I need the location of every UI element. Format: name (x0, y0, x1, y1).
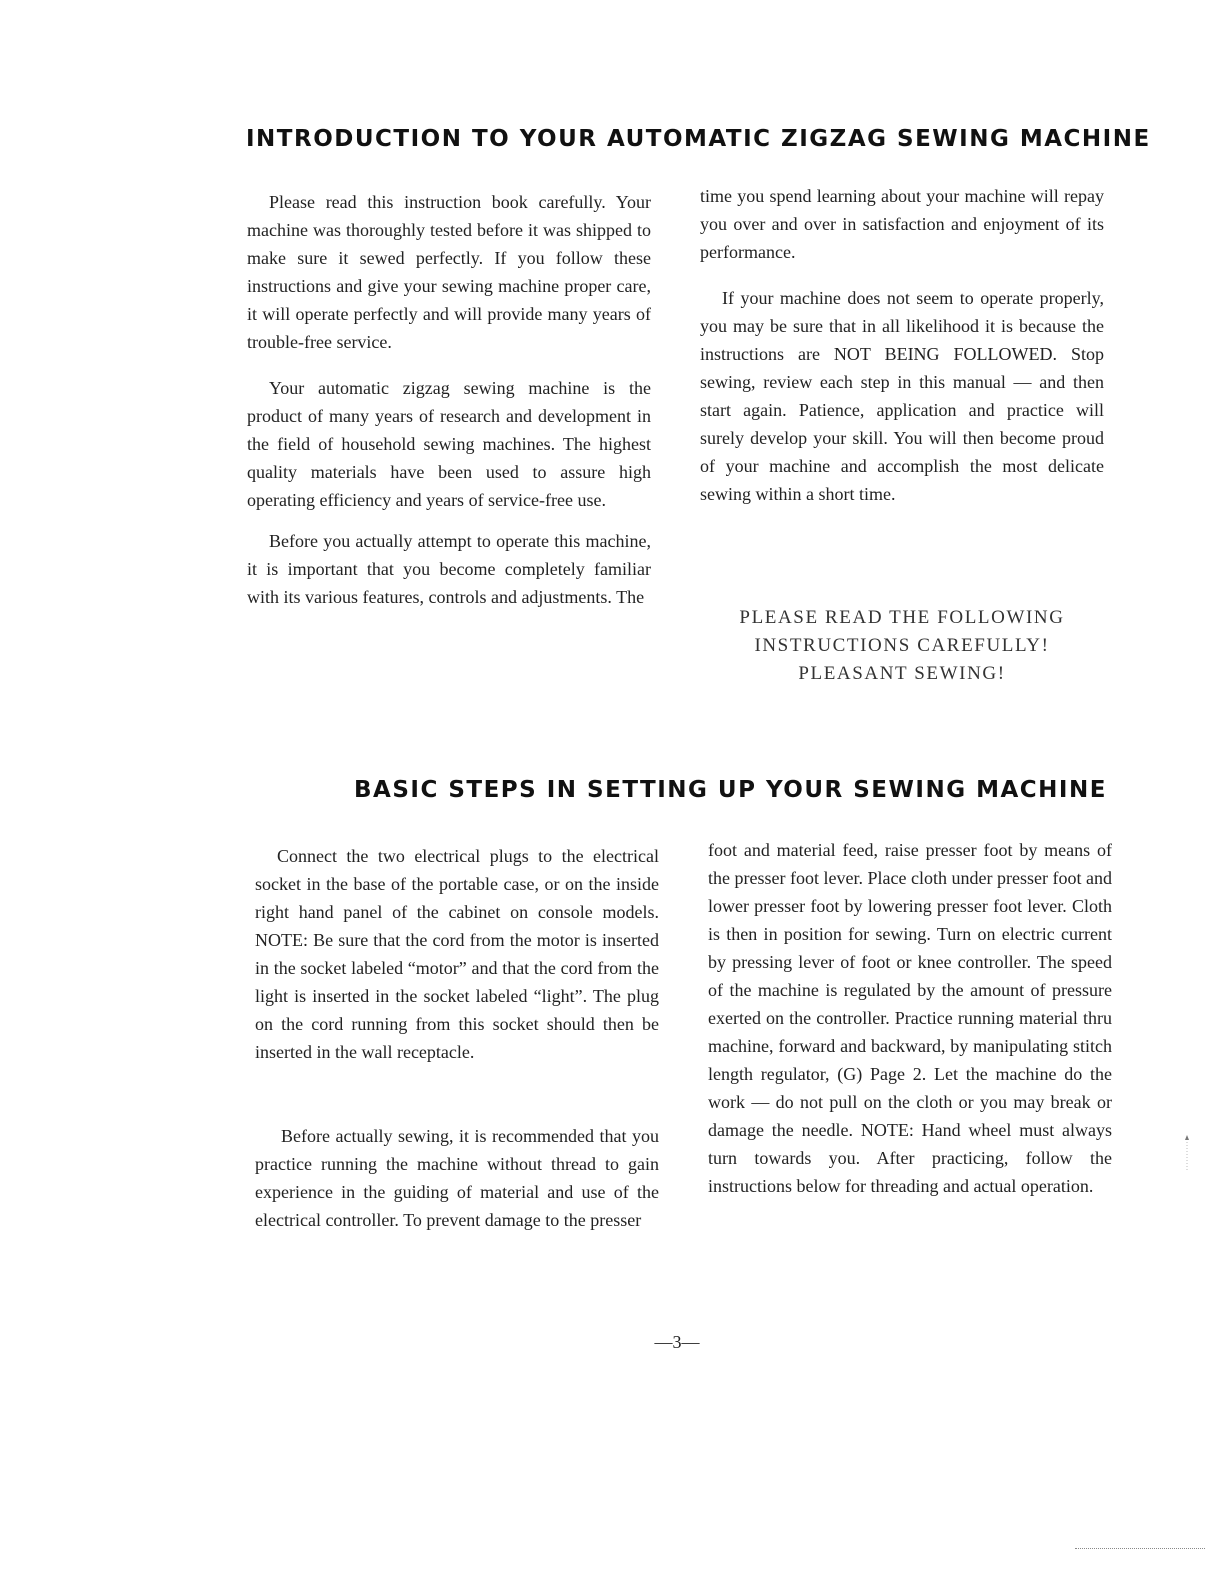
intro-paragraph: time you spend learning about your machine will repay you over and over in satisfaction and enjoyment of its performance. (700, 186, 1104, 262)
setup-paragraph: foot and material feed, raise presser foot by means of the presser foot lever. Place cloth under presser foot and lower presser foot by lowering presser foot lever. Cloth is then in position for sewing. Turn on electric current by pressing lever of foot or knee controller. The speed of the machine is regulated by the amount of pressure exerted on the controller. Practice running material thru machine, forward and backward, by manipulating stitch length regulator, (G) Page 2. Let the machine do the work — do not pull on the cloth or you may break or damage the needle. NOTE: Hand wheel must always turn towards you. After practicing, follow the instructions below for threading and actual operation. (708, 840, 1112, 1196)
intro-right-column (700, 182, 1104, 508)
margin-mark-icon (1183, 1132, 1191, 1172)
page-number: —3— (654, 1332, 700, 1352)
setup-paragraph: Connect the two electrical plugs to the electrical socket in the base of the portable case, or on the inside right hand panel of the cabinet on console models. NOTE: Be sure that the cord from the motor is inserted in the socket labeled “motor” and that the cord from the light is inserted in the socket labeled “light”. The plug on the cord running from this socket should then be inserted in the wall receptacle. (255, 846, 659, 1062)
notice-line: PLEASANT SEWING! (798, 663, 1006, 684)
intro-heading: INTRODUCTION TO YOUR AUTOMATIC ZIGZAG SEWING MACHINE (246, 126, 1151, 152)
intro-paragraph: If your machine does not seem to operate properly, you may be sure that in all likelihood it is because the instructions are NOT BEING FOLLOWED. Stop sewing, review each step in this manual — and then start again. Patience, application and practice will surely develop your skill. You will then become proud of your machine and accomplish the most delicate sewing within a short time. (700, 288, 1104, 504)
notice-line: INSTRUCTIONS CAREFULLY! (754, 635, 1050, 656)
notice-line: PLEASE READ THE FOLLOWING (739, 607, 1065, 628)
read-instructions-notice (700, 604, 1104, 688)
setup-heading: BASIC STEPS IN SETTING UP YOUR SEWING MACHINE (354, 777, 1107, 803)
scan-edge-rule (1075, 1548, 1205, 1549)
intro-left-column (247, 188, 651, 611)
intro-paragraph: Before you actually attempt to operate this machine, it is important that you become completely familiar with its various features, controls and adjustments. The (247, 531, 651, 607)
setup-right-column (708, 836, 1112, 1200)
setup-left-column (255, 842, 659, 1234)
setup-paragraph: Before actually sewing, it is recommended that you practice running the machine without thread to gain experience in the guiding of material and use of the electrical controller. To prevent damage to the presser (255, 1126, 659, 1230)
intro-paragraph: Please read this instruction book carefully. Your machine was thoroughly tested before it was shipped to make sure it sewed perfectly. If you follow these instructions and give your sewing machine proper care, it will operate perfectly and will provide many years of trouble-free service. (247, 192, 651, 352)
intro-paragraph: Your automatic zigzag sewing machine is the product of many years of research and development in the field of household sewing machines. The highest quality materials have been used to assure high operating efficiency and years of service-free use. (247, 378, 651, 510)
